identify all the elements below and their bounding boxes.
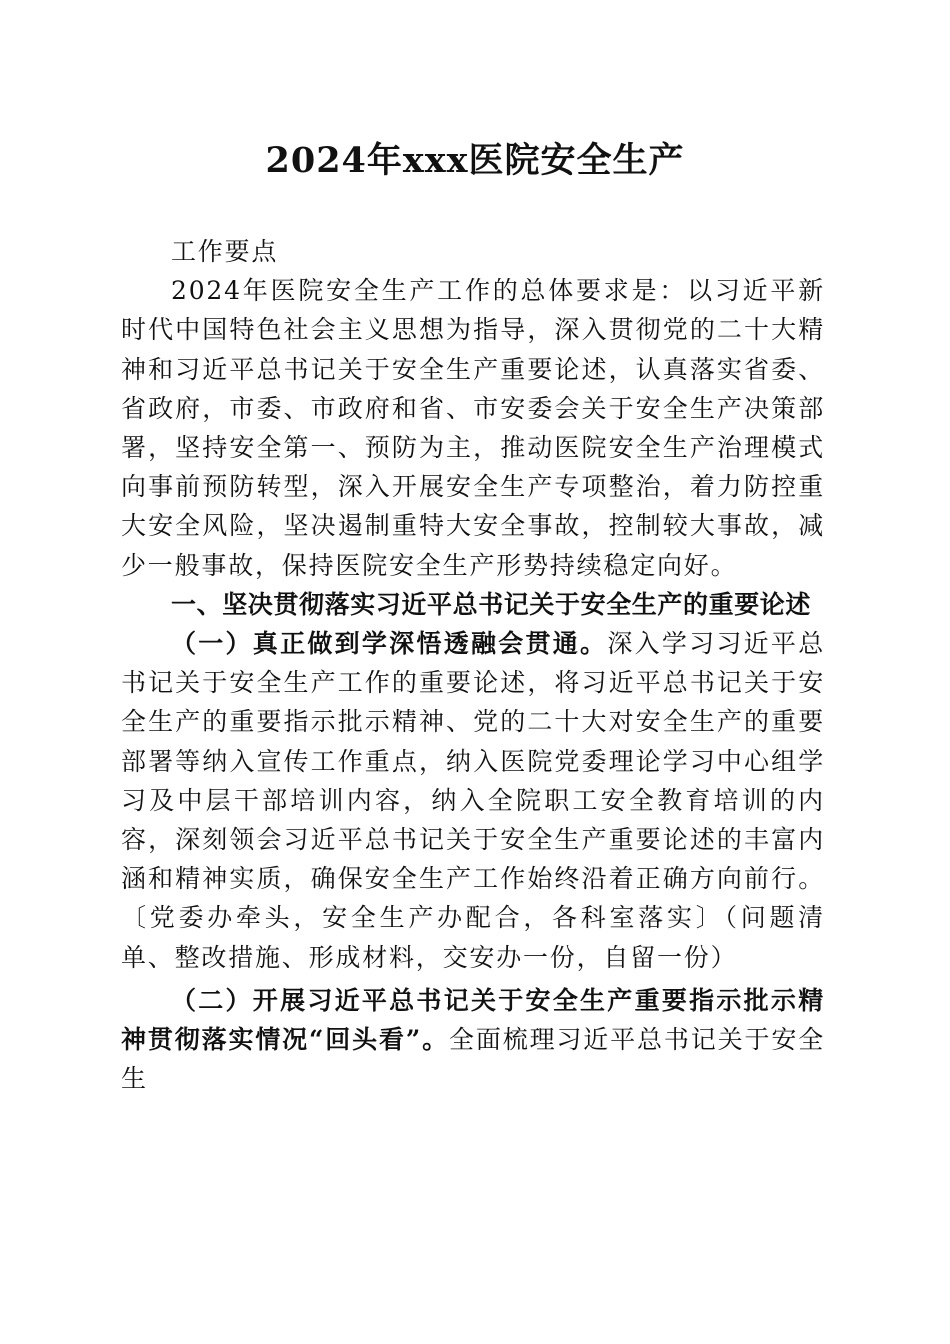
subtitle-line: 工作要点 (171, 237, 279, 266)
document-body (121, 232, 825, 1098)
section-item-2 (121, 981, 825, 1099)
section-item-1-text: 深入学习习近平总书记关于安全生产工作的重要论述，将习近平总书记关于安全生产的重要指示批示精神、党的二十大对安全生产的重要部署等纳入宣传工作重点，纳入医院党委理论学习中心组学习及中层干部培训内容，纳入全院职工安全教育培训的内容，深刻领会习近平总书记关于安全生产重要论述的丰富内涵和精神实质，确保安全生产工作始终沿着正确方向前行。〔党委办牵头，安全生产办配合，各科室落实〕（问题清单、整改措施、形成材料，交安办一份，自留一份） (121, 629, 825, 972)
document-title: 2024年xxx医院安全生产 (265, 140, 685, 181)
section-heading: 一、坚决贯彻落实习近平总书记关于安全生产的重要论述 (171, 589, 812, 619)
section-item-2-text: 全面梳理习近平总书记关于安全生 (121, 1025, 825, 1094)
section-item-2-label: （二）开展习近平总书记关于安全生产重要指示批示精神贯彻落实情况“回头看”。 (121, 985, 825, 1055)
intro-paragraph: 2024年医院安全生产工作的总体要求是：以习近平新时代中国特色社会主义思想为指导，深入贯彻党的二十大精神和习近平总书记关于安全生产重要论述，认真落实省委、省政府，市委、市政府和省、市安委会关于安全生产决策部署，坚持安全第一、预防为主，推动医院安全生产治理模式向事前预防转型，深入开展安全生产专项整治，着力防控重大安全风险，坚决遏制重特大安全事故，控制较大事故，减少一般事故，保持医院安全生产形势持续稳定向好。 (121, 276, 825, 580)
section-item-1-label: （一）真正做到学深悟透融会贯通。 (171, 629, 608, 659)
section-item-1 (121, 624, 825, 977)
